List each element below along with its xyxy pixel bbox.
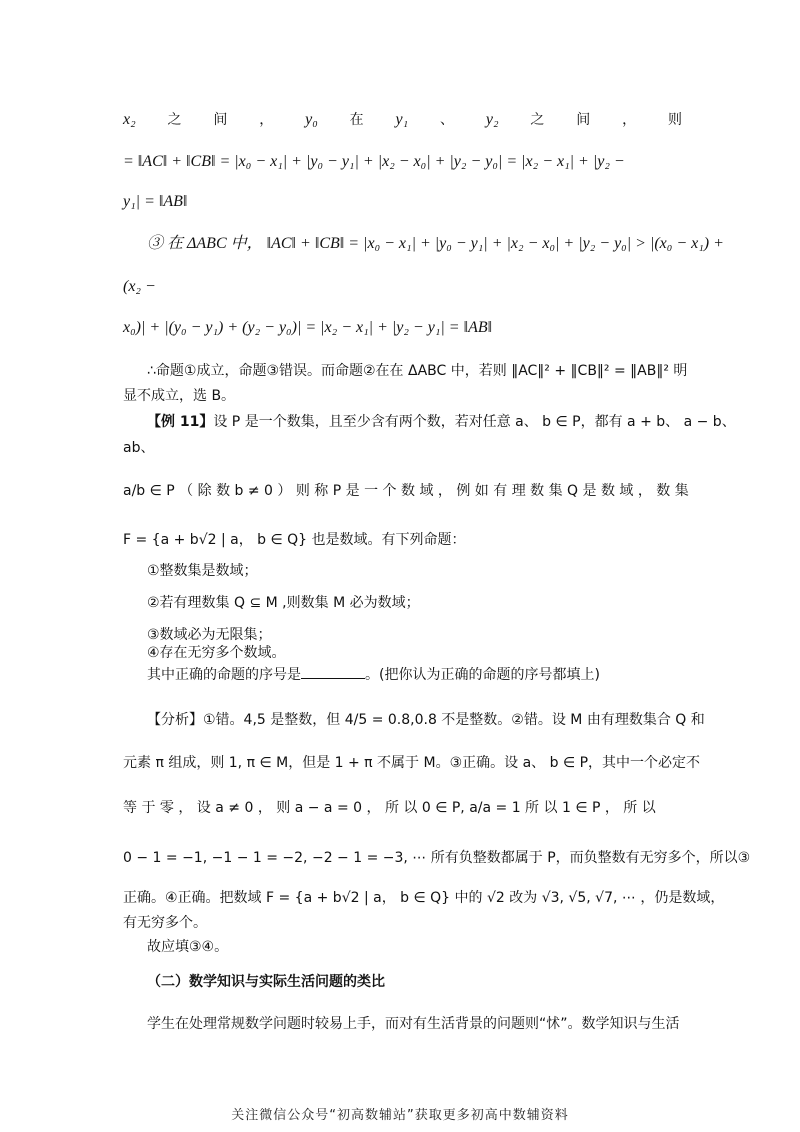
example-11-line (147, 412, 736, 432)
text-line-4: ③ 在 ΔABC 中， ‖AC‖ + ‖CB‖ = |x₀ − x₁| + |y₀ − y₁| + |x₂ − x₀| + |y₂ − y₀| > |(x₀ − x₁) + (147, 235, 724, 252)
word: y₂ (485, 111, 499, 128)
analysis-line-4: 0 − 1 = −1, −1 − 1 = −2, −2 − 1 = −3, ⋯ 所有负整数都属于 P，而负整数有无穷多个，所以③ (123, 850, 751, 866)
example-label: 【例 11】 (147, 414, 214, 430)
answer-blank[interactable] (301, 664, 365, 679)
text-line-6: x₀)| + |(y₀ − y₁) + (y₂ − y₀)| = |x₂ − x₁| + |y₂ − y₁| = ‖AB‖ (123, 319, 493, 336)
word: x₂ (123, 111, 136, 128)
analysis-line-6: 有无穷多个。 (123, 915, 207, 931)
word: 则 (668, 112, 682, 128)
footer-note: 关注微信公众号“初高数辅站”获取更多初高中数辅资料 (231, 1108, 569, 1123)
text-line-10: ab、 (123, 440, 155, 456)
text-line-3: y₁| = ‖AB‖ (123, 193, 188, 210)
section-heading: （二）数学知识与实际生活问题的类比 (147, 974, 385, 990)
proposition-4: ④存在无穷多个数域。 (147, 645, 286, 661)
word: 在 (349, 112, 364, 128)
paragraph-line: 学生在处理常规数学问题时较易上手，而对有生活背景的问题则“怵”。数学知识与生活 (147, 1016, 680, 1032)
word: 间 (576, 112, 591, 128)
word: 间 (213, 112, 228, 128)
analysis-line-5: 正确。④正确。把数域 F = {a + b√2 | a， b ∈ Q} 中的 √2 改为 √3, √5, √7, ⋯ ，仍是数域， (123, 890, 725, 906)
word: y₀ (305, 111, 318, 128)
word: 之 (167, 112, 182, 128)
text-line-8: 显不成立，选 B。 (123, 388, 236, 404)
word: 之 (530, 112, 545, 128)
question-text: 其中正确的命题的序号是 (147, 667, 301, 683)
text-line-7: ∴命题①成立，命题③错误。而命题②在在 ΔABC 中，若则 ‖AC‖² + ‖CB‖² = ‖AB‖² 明 (147, 363, 688, 379)
word: ， (622, 112, 637, 128)
analysis-line-1: 【分析】①错。4,5 是整数，但 4/5 = 0.8,0.8 不是整数。②错。设 M 由有理数集合 Q 和 (147, 712, 705, 728)
text-line-2: = ‖AC‖ + ‖CB‖ = |x₀ − x₁| + |y₀ − y₁| + |x₂ − x₀| + |y₂ − y₀| = |x₂ − x₁| + |y₂ − (123, 153, 625, 170)
word: ， (259, 112, 274, 128)
word: y₁ (395, 111, 409, 128)
analysis-line-2: 元素 π 组成，则 1, π ∈ M，但是 1 + π 不属于 M。③正确。设 a、 b ∈ P，其中一个必定不 (123, 755, 701, 771)
text-line-12: F = {a + b√2 | a， b ∈ Q} 也是数域。有下列命题： (123, 532, 466, 548)
word: 、 (440, 112, 455, 128)
question-line (147, 664, 682, 685)
text-line-5: (x₂ − (123, 278, 156, 295)
answer-line: 故应填③④。 (147, 939, 229, 955)
text-line-11: a/b ∈ P （ 除 数 b ≠ 0 ） 则 称 P 是 一 个 数 域 ， 例 如 有 理 数 集 Q 是 数 域 ， 数 集 (123, 483, 689, 499)
proposition-2: ②若有理数集 Q ⊆ M ,则数集 M 必为数域； (147, 595, 420, 611)
example-text: 设 P 是一个数集，且至少含有两个数，若对任意 a、 b ∈ P，都有 a + b、 a − b、 (213, 414, 736, 430)
analysis-line-3: 等 于 零 ， 设 a ≠ 0 ， 则 a − a = 0 ， 所 以 0 ∈ P, a/a = 1 所 以 1 ∈ P ， 所 以 (123, 800, 656, 816)
text-line-1 (123, 110, 682, 130)
proposition-1: ①整数集是数域； (147, 563, 258, 579)
proposition-3: ③数域必为无限集； (147, 627, 272, 643)
question-hint: 。(把你认为正确的命题的序号都填上) (365, 667, 600, 683)
